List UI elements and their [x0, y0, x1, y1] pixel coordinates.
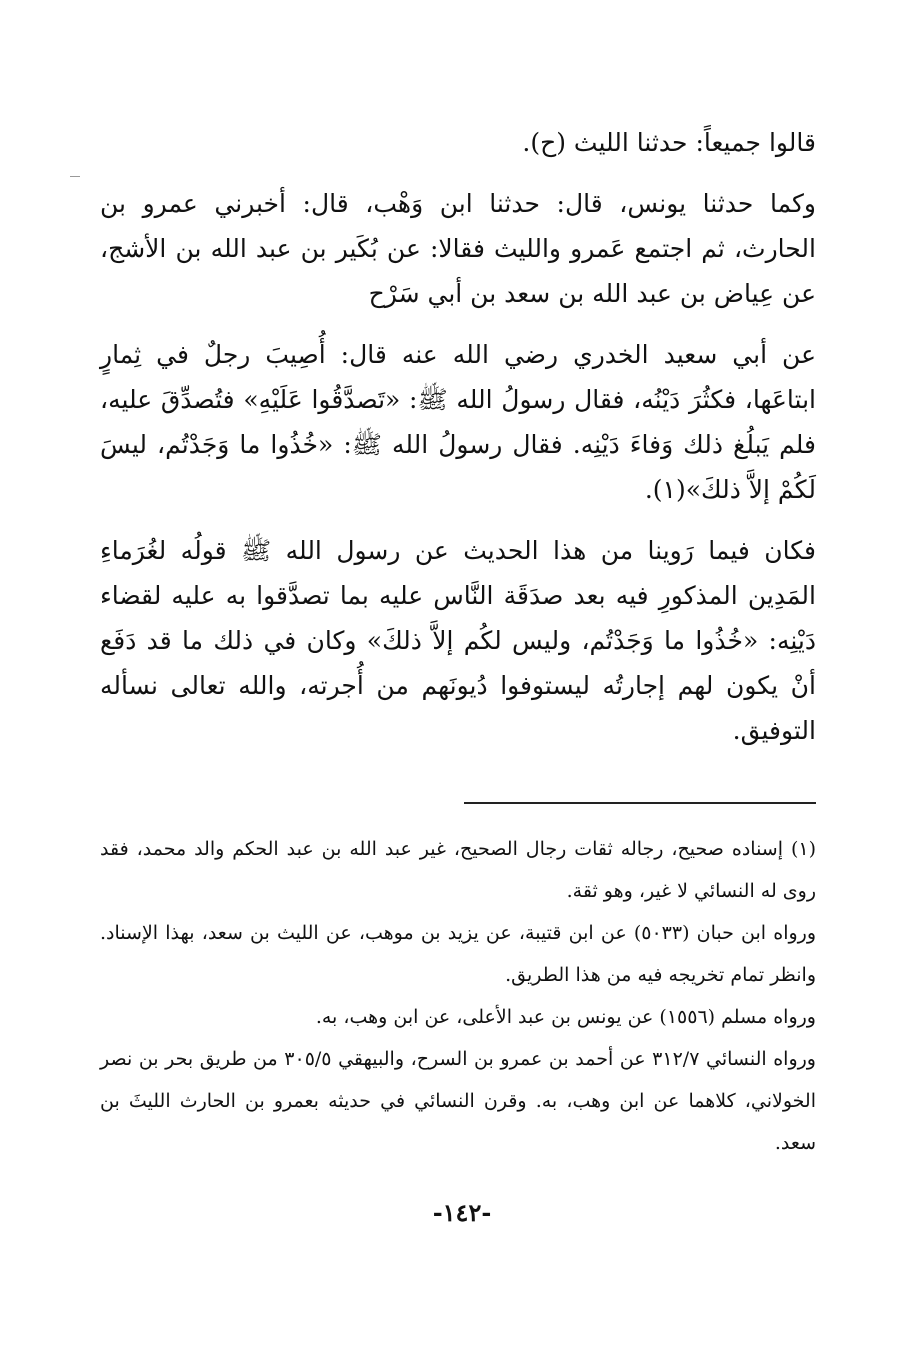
paragraph-chain-intro: قالوا جميعاً: حدثنا الليث (ح). [522, 128, 816, 157]
footnote-1: (١) إسناده صحيح، رجاله ثقات رجال الصحيح، غير عبد الله بن عبد الحكم والد محمد، فقد روى له النسائي لا غير، وهو ثقة. [100, 838, 816, 902]
margin-mark [70, 176, 80, 177]
footnotes [100, 828, 816, 1164]
footnote-muslim: ورواه مسلم (١٥٥٦) عن يونس بن عبد الأعلى، عن ابن وهب، به. [315, 1006, 816, 1028]
footnote-ibn-hibban: ورواه ابن حبان (٥٠٣٣) عن ابن قتيبة، عن يزيد بن موهب، عن الليث بن سعد، بهذا الإسناد. وانظر تمام تخريجه فيه من هذا الطريق. [100, 922, 817, 986]
footnote-separator [464, 802, 816, 804]
main-text [100, 120, 816, 753]
paragraph-hadith: عن أبي سعيد الخدري رضي الله عنه قال: أُصِيبَ رجلٌ في ثِمارٍ ابتاعَها، فكثُرَ دَيْنُه، فقال رسولُ الله ﷺ: «تَصدَّقُوا عَلَيْهِ» فتُصدِّقَ عليه، فلم يَبلُغ ذلك وَفاءَ دَيْنِه. فقال رسولُ الله ﷺ: «خُذُوا ما وَجَدْتُم، ليسَ لَكُمْ إلاَّ ذلكَ»(١). [100, 340, 816, 504]
paragraph-chain-second: وكما حدثنا يونس، قال: حدثنا ابن وَهْب، قال: أخبرني عمرو بن الحارث، ثم اجتمع عَمرو والليث فقالا: عن بُكَير بن عبد الله بن الأشج، عن عِياض بن عبد الله بن سعد بن أبي سَرْح [100, 189, 816, 308]
footnote-nasai: ورواه النسائي ٣١٢/٧ عن أحمد بن عمرو بن السرح، والبيهقي ٣٠٥/٥ من طريق بحر بن نصر الخولاني، كلاهما عن ابن وهب، به. وقرن النسائي في حديثه بعمرو بن الحارث الليثَ بن سعد. [100, 1048, 816, 1154]
paragraph-commentary: فكان فيما رَوينا من هذا الحديث عن رسول الله ﷺ قولُه لغُرَماءِ المَدِين المذكورِ فيه بعد صدَقَة النَّاس عليه بما تصدَّقوا به عليه لقضاء دَيْنِه: «خُذُوا ما وَجَدْتُم، وليس لكُم إلاَّ ذلكَ» وكان في ذلك ما قد دَفَع أنْ يكون لهم إجارتُه ليستوفوا دُيونَهم من أُجرته، والله تعالى نسأله التوفيق. [100, 536, 816, 745]
page-number: -١٤٢- [432, 1198, 492, 1227]
